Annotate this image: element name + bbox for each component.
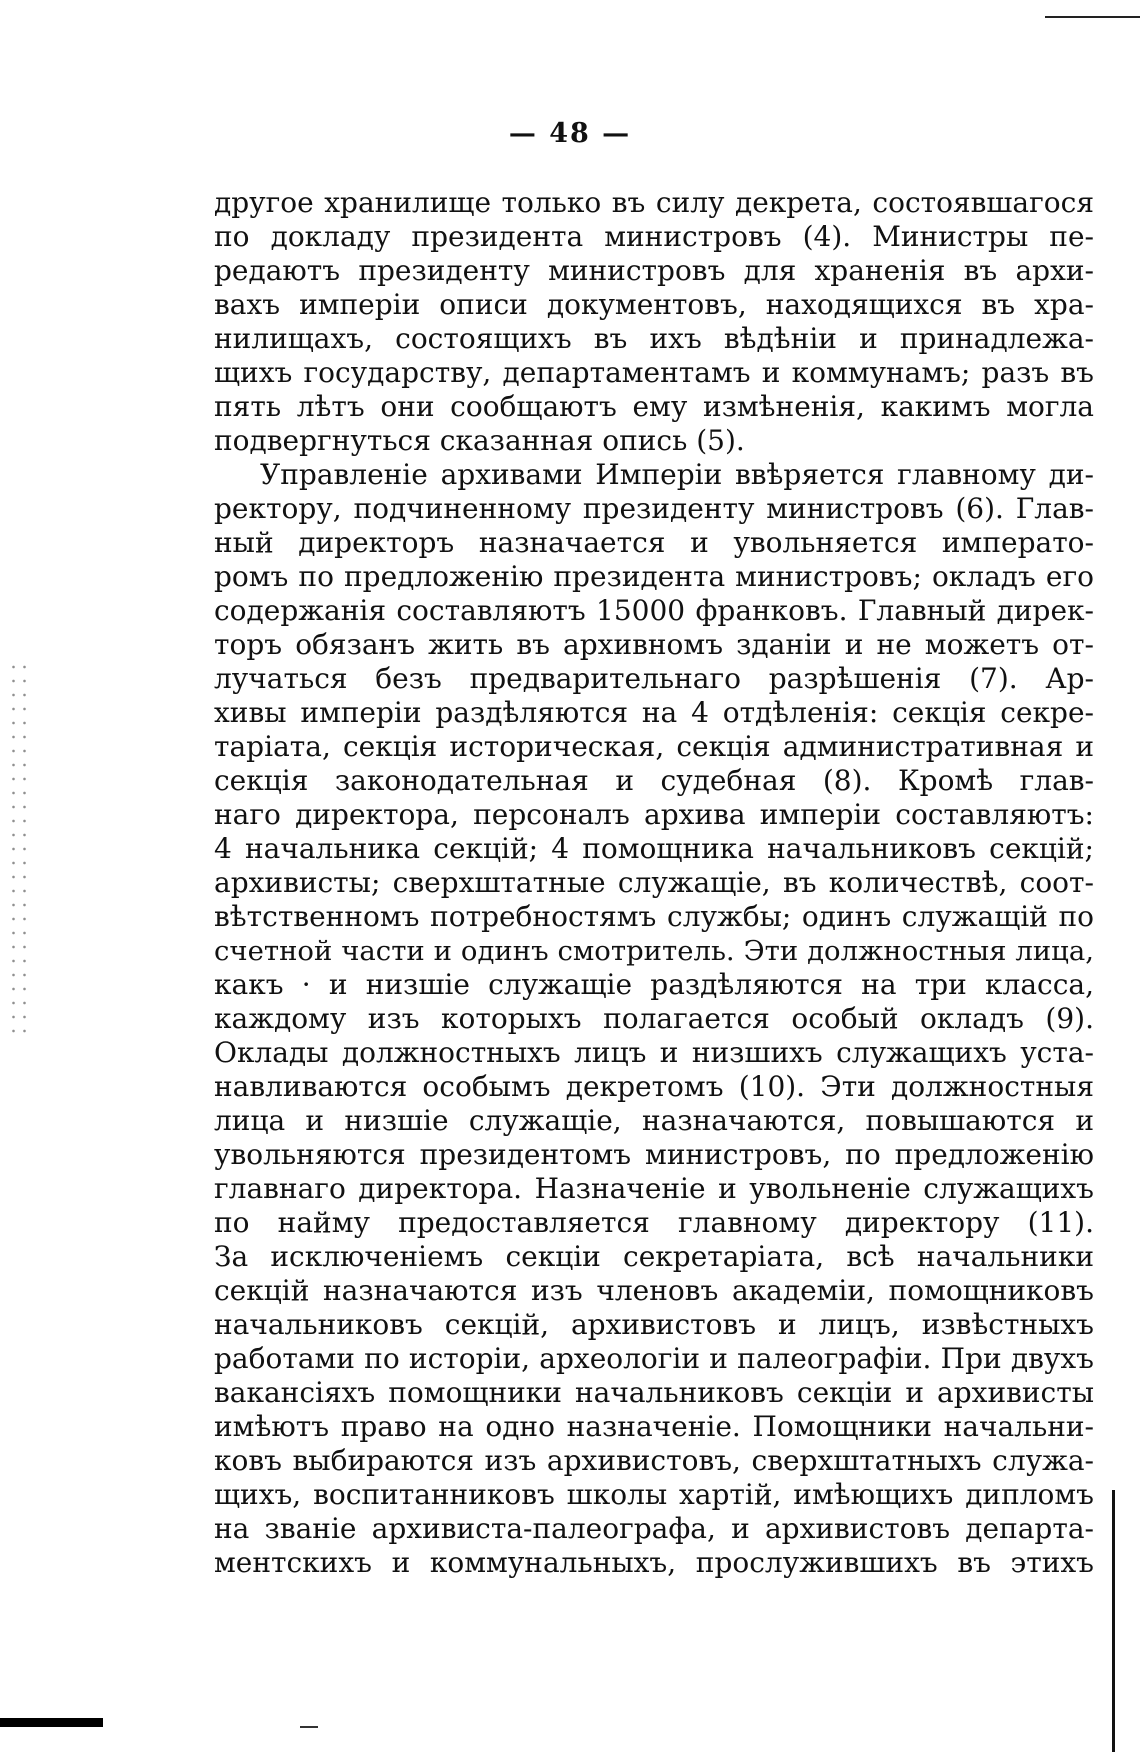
text-line: ромъ по предложенію президента министровъ; окладъ его (214, 560, 1094, 593)
body-text (214, 186, 1094, 1580)
text-line: каждому изъ которыхъ полагается особый окладъ (9). (214, 1002, 1094, 1035)
text-line: пять лѣтъ они сообщаютъ ему измѣненія, какимъ могла (214, 390, 1094, 423)
text-line: по докладу президента министровъ (4). Министры пе- (214, 220, 1094, 253)
text-line: торъ обязанъ жить въ архивномъ зданіи и не можетъ от- (214, 628, 1094, 661)
text-line: ректору, подчиненному президенту министровъ (6). Глав- (214, 492, 1094, 525)
scan-bottom-tick (300, 1726, 318, 1728)
paragraph-start-line: Управленіе архивами Имперіи ввѣряется главному ди- (260, 458, 1094, 491)
text-line: секція законодательная и судебная (8). Кромѣ глав- (214, 764, 1094, 797)
text-line: наго директора, персоналъ архива имперіи составляютъ: (214, 798, 1094, 831)
text-line: другое хранилище только въ силу декрета, состоявшагося (214, 186, 1094, 219)
text-line: ный директоръ назначается и увольняется императо- (214, 526, 1094, 559)
text-line: на званіе архивиста-палеографа, и архивистовъ департа- (214, 1512, 1094, 1545)
text-line: щихъ государству, департаментамъ и коммунамъ; разъ въ (214, 356, 1094, 389)
text-line: вѣтственномъ потребностямъ службы; одинъ служащій по (214, 900, 1094, 933)
text-line: содержанія составляютъ 15000 франковъ. Главный дирек- (214, 594, 1094, 627)
scan-top-rule (1045, 16, 1140, 18)
text-line: увольняются президентомъ министровъ, по предложенію (214, 1138, 1094, 1171)
text-line: навливаются особымъ декретомъ (10). Эти должностныя (214, 1070, 1094, 1103)
text-line: подвергнуться сказанная опись (5). (214, 424, 745, 457)
text-line: вахъ имперіи описи документовъ, находящихся въ хра- (214, 288, 1094, 321)
text-line: ментскихъ и коммунальныхъ, прослужившихъ въ этихъ (214, 1546, 1094, 1579)
text-line: За исключеніемъ секціи секретаріата, всѣ начальники (214, 1240, 1094, 1273)
text-line: работами по исторіи, археологіи и палеографіи. При двухъ (214, 1342, 1094, 1375)
text-line: ковъ выбираются изъ архивистовъ, сверхштатныхъ служа- (214, 1444, 1094, 1477)
scan-edge-artifact (8, 660, 30, 1040)
text-line: какъ · и низшіе служащіе раздѣляются на три класса, (214, 968, 1094, 1001)
text-line: нилищахъ, состоящихъ въ ихъ вѣдѣніи и принадлежа- (214, 322, 1094, 355)
text-line: Оклады должностныхъ лицъ и низшихъ служащихъ уста- (214, 1036, 1094, 1069)
text-line: главнаго директора. Назначеніе и увольненіе служащихъ (214, 1172, 1094, 1205)
text-line: секцій назначаются изъ членовъ академіи, помощниковъ (214, 1274, 1094, 1307)
text-line: лучаться безъ предварительнаго разрѣшенія (7). Ар- (214, 662, 1094, 695)
page-number: — 48 — (508, 118, 632, 149)
scan-right-rule (1112, 1490, 1115, 1752)
text-line: лица и низшіе служащіе, назначаются, повышаются и (214, 1104, 1094, 1137)
text-line: архивисты; сверхштатные служащіе, въ количествѣ, соот- (214, 866, 1094, 899)
text-line: хивы имперіи раздѣляются на 4 отдѣленія: секція секре- (214, 696, 1094, 729)
text-line: счетной части и одинъ смотритель. Эти должностныя лица, (214, 935, 1094, 967)
text-line: редаютъ президенту министровъ для храненія въ архи- (214, 254, 1094, 287)
text-line: таріата, секція историческая, секція административная и (214, 730, 1094, 763)
text-line: вакансіяхъ помощники начальниковъ секціи и архивисты (214, 1376, 1094, 1409)
text-line: по найму предоставляется главному директору (11). (214, 1206, 1094, 1239)
text-line: начальниковъ секцій, архивистовъ и лицъ, извѣстныхъ (214, 1308, 1094, 1341)
text-line: 4 начальника секцій; 4 помощника начальниковъ секцій; (214, 832, 1094, 865)
text-line: щихъ, воспитанниковъ школы хартій, имѣющихъ дипломъ (214, 1478, 1094, 1511)
text-line: имѣютъ право на одно назначеніе. Помощники начальни- (214, 1410, 1094, 1443)
scan-bottom-bar (0, 1718, 103, 1727)
